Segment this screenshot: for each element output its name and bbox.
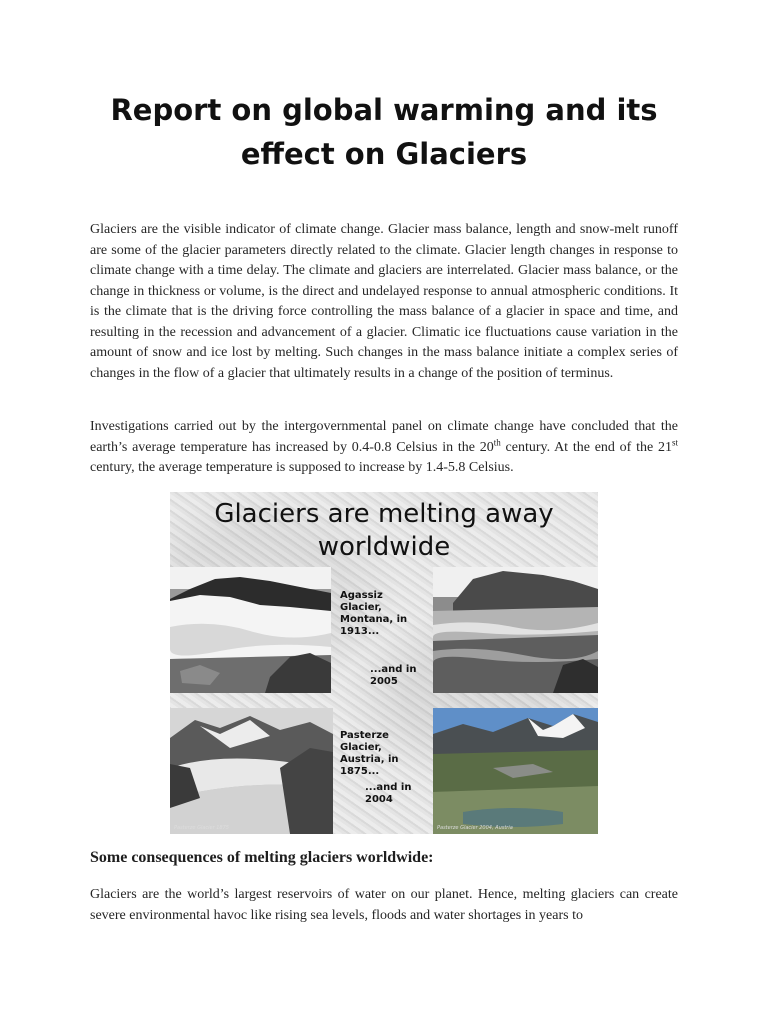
caption-2004: ...and in 2004 [365, 782, 412, 805]
photo-pasterze-1875 [170, 708, 333, 834]
paragraph-intro: Glaciers are the visible indicator of climate change. Glacier mass balance, length and snow-melt runoff are some of the glacier parameters directly related to the climate. Glacier length changes in response to climate change with a time delay. The climate and glaciers are interrelated. Glacier mass balance, or the change in thickness or volume, is the direct and undelayed response to annual atmospheric conditions. It is the climate that is the driving force controlling the mass balance of a glacier in space and time, and resulting in the recession and advancement of a glacier. Climatic ice fluctuations cause variation in the amount of snow and ice lost by melting. Such changes in the mass balance initiate a complex series of changes in the flow of a glacier that ultimately results in a change of the position of terminus. [90, 222, 678, 381]
paragraph-ipcc-text-3: century, the average temperature is supposed to increase by 1.4-5.8 Celsius. [90, 460, 514, 475]
caption-2005: ...and in 2005 [370, 664, 417, 687]
photo-credit-right: Pasterze Glacier 2004, Austria [437, 825, 513, 831]
photo-pasterze-2004 [433, 708, 598, 834]
paragraph-ipcc-text-1: Investigations carried out by the intergovernmental panel on climate change have concluded that the earth’s average temperature has increased by 0.4-0.8 Celsius in the 20 [90, 419, 678, 455]
paragraph-ipcc-text-2: century. At the end of the 21 [500, 439, 672, 455]
paragraph-ipcc [90, 417, 678, 479]
superscript-th: th [493, 436, 501, 447]
section-heading: Some consequences of melting glaciers worldwide: [90, 849, 434, 866]
paragraph-consequences: Glaciers are the world’s largest reservoirs of water on our planet. Hence, melting glaciers can create severe environmental havoc like rising sea levels, floods and water shortages in years to [90, 887, 678, 923]
page-title: Report on global warming and its effect on Glaciers [110, 93, 658, 171]
superscript-st: st [671, 436, 678, 447]
caption-agassiz-1913: Agassiz Glacier, Montana, in 1913... [340, 590, 408, 637]
photo-agassiz-1913 [170, 567, 331, 693]
figure-title: Glaciers are melting away worldwide [214, 499, 554, 562]
caption-pasterze-1875: Pasterze Glacier, Austria, in 1875... [340, 730, 399, 777]
photo-agassiz-2005 [433, 567, 598, 693]
glacier-comparison-figure [170, 492, 598, 834]
photo-credit-left: Pasterze Glacier 1875 [174, 825, 229, 831]
